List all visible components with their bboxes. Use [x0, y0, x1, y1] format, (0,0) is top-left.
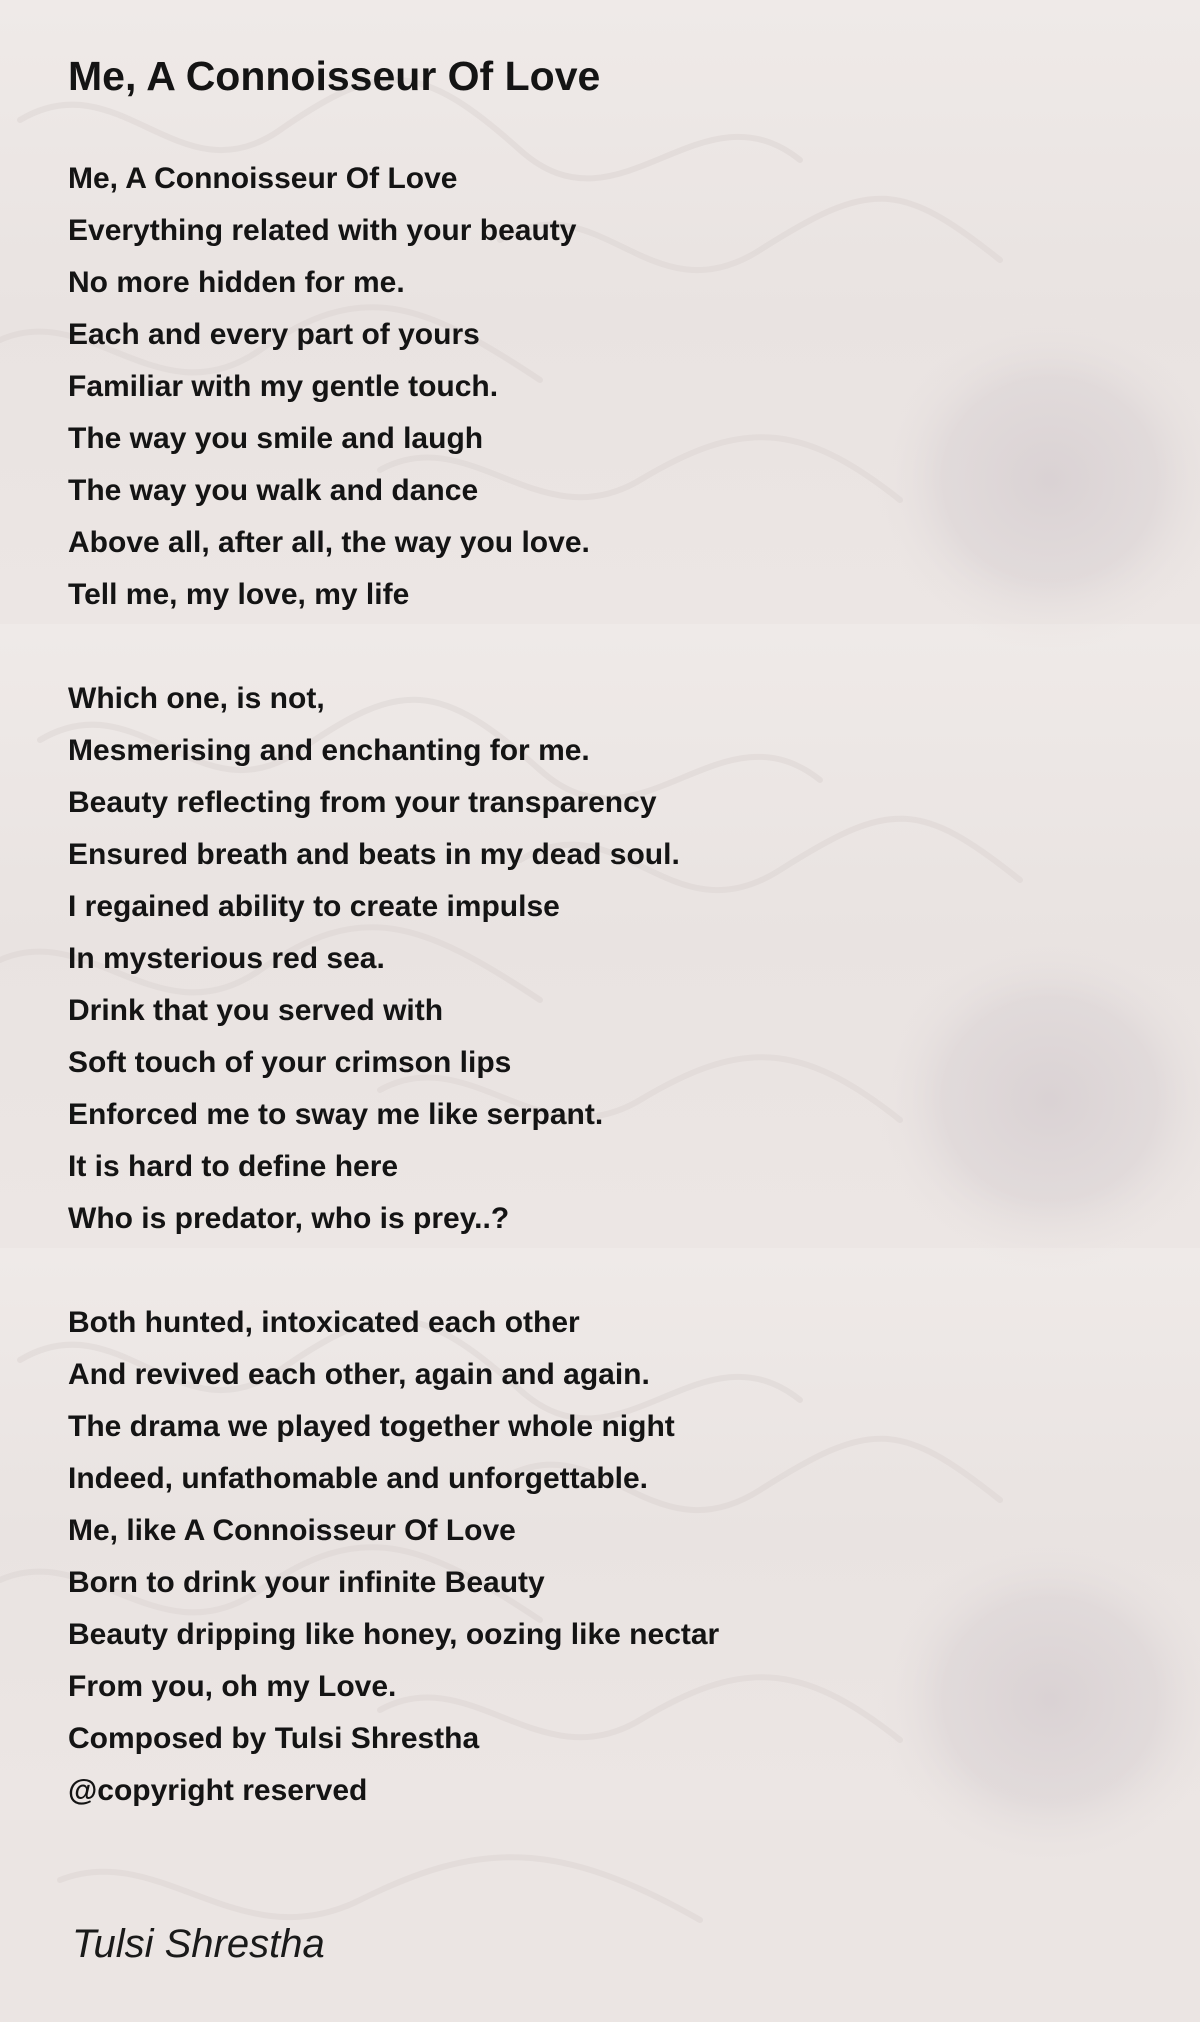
poem-line: Above all, after all, the way you love.: [68, 526, 590, 559]
poem-line: Indeed, unfathomable and unforgettable.: [68, 1462, 649, 1495]
poem-line: Who is predator, who is prey..?: [68, 1202, 510, 1235]
poem-line: The way you walk and dance: [68, 474, 479, 507]
poem-line: Born to drink your infinite Beauty: [68, 1566, 545, 1599]
poem-line: And revived each other, again and again.: [68, 1358, 650, 1391]
poem-line: Tell me, my love, my life: [68, 578, 410, 611]
poem-line: Me, A Connoisseur Of Love: [68, 162, 458, 195]
poem-line: Beauty dripping like honey, oozing like nectar: [68, 1618, 720, 1651]
poem-body: [68, 153, 1128, 1817]
poem-line: Enforced me to sway me like serpant.: [68, 1098, 604, 1131]
poem-line: Composed by Tulsi Shrestha: [68, 1722, 480, 1755]
poem-title: Me, A Connoisseur Of Love: [68, 53, 601, 99]
poem-line: Me, like A Connoisseur Of Love: [68, 1514, 516, 1547]
poem-line: @copyright reserved: [68, 1774, 368, 1807]
poem-line: Ensured breath and beats in my dead soul.: [68, 838, 680, 871]
poem-line: I regained ability to create impulse: [68, 890, 560, 923]
poem-line: The drama we played together whole night: [68, 1410, 675, 1443]
poem-line: Which one, is not,: [68, 682, 325, 715]
poem-line: Drink that you served with: [68, 994, 444, 1027]
poem-line: Everything related with your beauty: [68, 214, 577, 247]
stanza-break: [68, 621, 1128, 673]
poem-line: It is hard to define here: [68, 1150, 399, 1183]
poem-line: The way you smile and laugh: [68, 422, 484, 455]
poem-line: In mysterious red sea.: [68, 942, 385, 975]
poem-line: No more hidden for me.: [68, 266, 405, 299]
poem-line: Mesmerising and enchanting for me.: [68, 734, 590, 767]
poem-line: Each and every part of yours: [68, 318, 480, 351]
poem-line: From you, oh my Love.: [68, 1670, 397, 1703]
poem-line: Familiar with my gentle touch.: [68, 370, 499, 403]
poem-line: Beauty reflecting from your transparency: [68, 786, 657, 819]
poem-author: Tulsi Shrestha: [72, 1922, 325, 1966]
stanza-break: [68, 1245, 1128, 1297]
poem-line: Soft touch of your crimson lips: [68, 1046, 512, 1079]
poem-line: Both hunted, intoxicated each other: [68, 1306, 580, 1339]
